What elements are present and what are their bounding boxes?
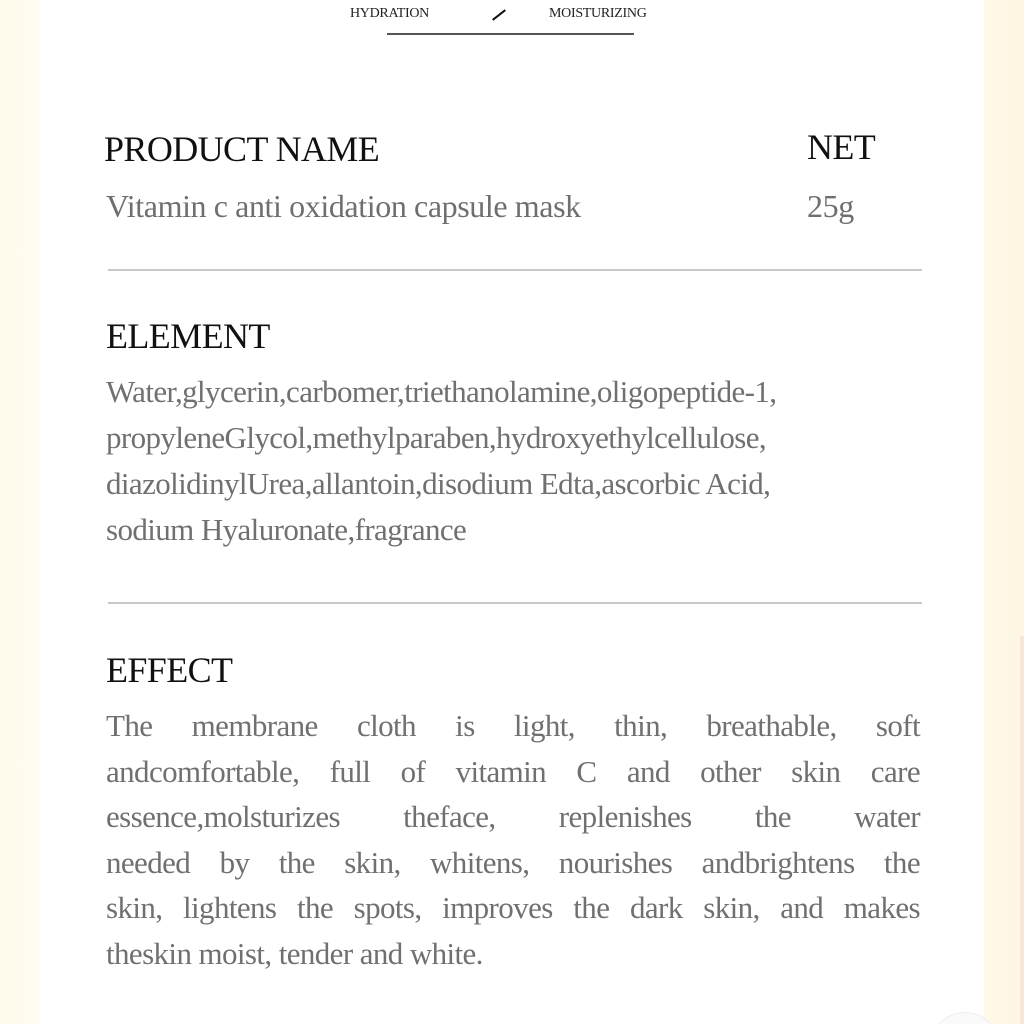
ingredient-line: Water,glycerin,carbomer,triethanolamine,oligopeptide-1, xyxy=(106,374,777,409)
slash-icon xyxy=(492,9,506,20)
net-heading: NET xyxy=(807,127,876,167)
effect-line: needed by the skin, whitens, nourishes andbrightens the xyxy=(106,844,920,880)
effect-line: skin, lightens the spots, improves the dark skin, and makes xyxy=(106,890,920,925)
right-cream-margin xyxy=(984,0,1024,1024)
element-ingredients xyxy=(106,369,776,553)
top-category-nav xyxy=(350,6,670,26)
product-name-value: Vitamin c anti oxidation capsule mask xyxy=(106,188,581,224)
right-edge-strip xyxy=(1020,636,1024,1024)
divider-2 xyxy=(108,602,922,604)
category-hydration: HYDRATION xyxy=(350,6,429,21)
ingredient-line: sodium Hyaluronate,fragrance xyxy=(106,512,467,547)
effect-line: essence,molsturizes theface, replenishes the water xyxy=(106,799,920,834)
net-value: 25g xyxy=(807,188,854,224)
effect-line: theskin moist, tender and white. xyxy=(106,935,483,971)
divider-1 xyxy=(108,269,922,271)
effect-line: The membrane cloth is light, thin, breathable, soft xyxy=(106,708,920,743)
effect-description xyxy=(106,703,920,976)
element-heading: ELEMENT xyxy=(106,316,270,356)
effect-heading: EFFECT xyxy=(106,650,233,690)
effect-line: andcomfortable, full of vitamin C and other skin care xyxy=(106,753,920,789)
ingredient-line: diazolidinylUrea,allantoin,disodium Edta,ascorbic Acid, xyxy=(106,466,771,501)
product-name-heading: PRODUCT NAME xyxy=(104,129,380,169)
ingredient-line: propyleneGlycol,methylparaben,hydroxyethylcellulose, xyxy=(106,420,767,455)
category-moisturizing: MOISTURIZING xyxy=(549,6,647,21)
top-nav-underline xyxy=(387,33,634,35)
left-cream-margin xyxy=(0,0,40,1024)
